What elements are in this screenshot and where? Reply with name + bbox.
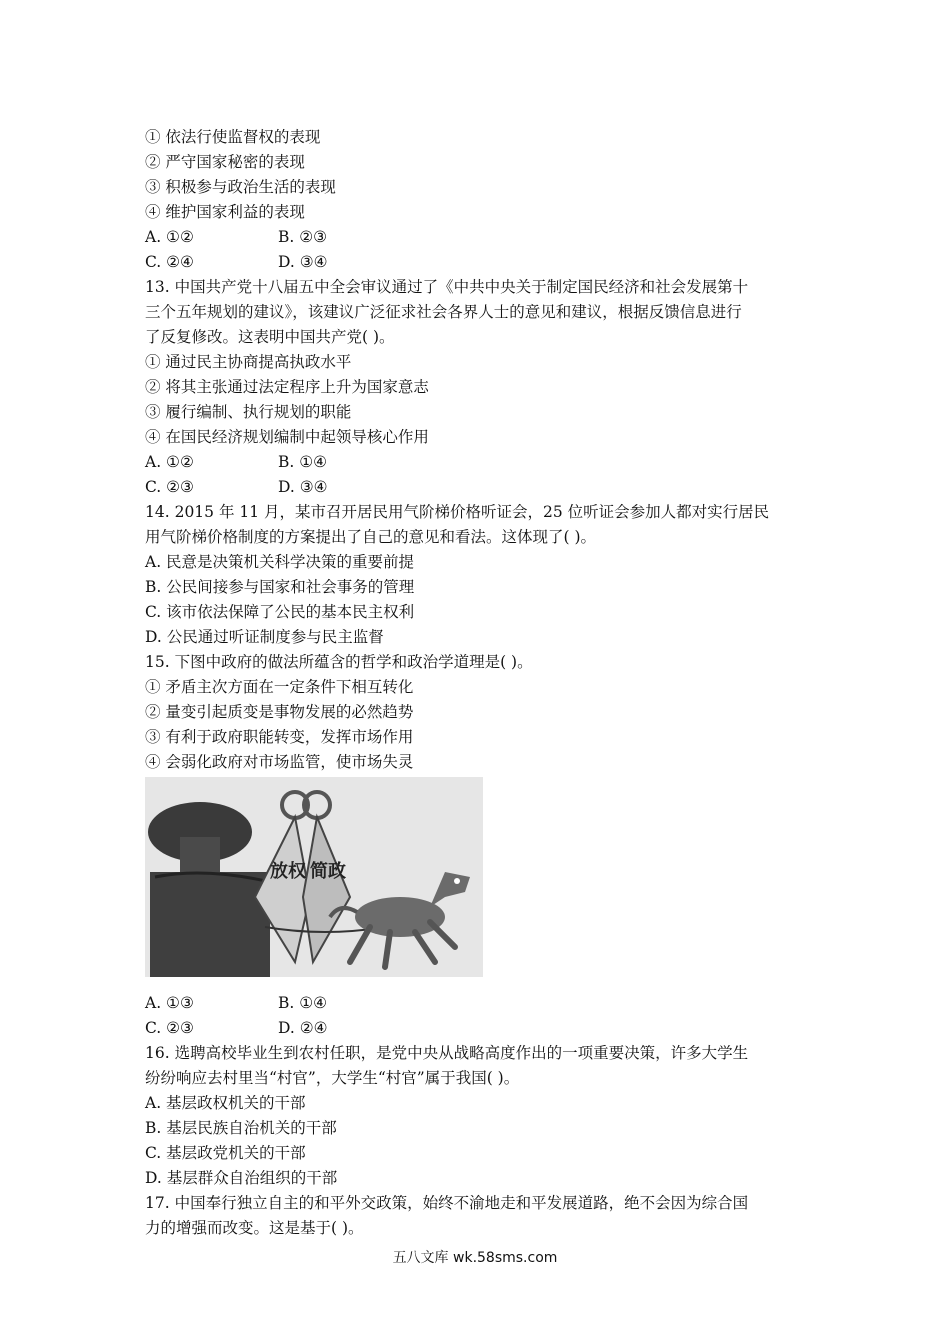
q12-option-b: B. ②③	[278, 228, 328, 246]
q15-options-row	[145, 991, 810, 1016]
q17-stem-line: 力的增强而改变。这是基于( )。	[145, 1219, 364, 1237]
q12-item: ① 依法行使监督权的表现	[145, 128, 321, 146]
q15-options-row	[145, 1016, 810, 1041]
q13-stem-line: 了反复修改。这表明中国共产党( )。	[145, 328, 395, 346]
q15-item: ① 矛盾主次方面在一定条件下相互转化	[145, 678, 414, 696]
q13-option-a: A. ①②	[145, 453, 194, 471]
q17-stem-line: 17. 中国奉行独立自主的和平外交政策，始终不渝地走和平发展道路，绝不会因为综合国	[145, 1194, 749, 1212]
q12-items	[145, 125, 810, 225]
q12-item: ④ 维护国家利益的表现	[145, 203, 305, 221]
q13-item: ② 将其主张通过法定程序上升为国家意志	[145, 378, 429, 396]
q15-option-a: A. ①③	[145, 994, 194, 1012]
q13-item: ① 通过民主协商提高执政水平	[145, 353, 352, 371]
figure-body	[150, 872, 270, 977]
q15-item: ④ 会弱化政府对市场监管，使市场失灵	[145, 753, 414, 771]
cartoon-figure	[145, 777, 483, 977]
q15-option-c: C. ②③	[145, 1019, 194, 1037]
q16-stem-line: 16. 选聘高校毕业生到农村任职，是党中央从战略高度作出的一项重要决策，许多大学生	[145, 1044, 749, 1062]
q15-option-d: D. ②④	[278, 1019, 328, 1037]
q14-stem-line: 14. 2015 年 11 月，某市召开居民用气阶梯价格听证会，25 位听证会参加人都对实行居民	[145, 503, 770, 521]
q15-item: ② 量变引起质变是事物发展的必然趋势	[145, 703, 414, 721]
cartoon-label-left: 放权	[270, 861, 306, 882]
q13-stem-line: 三个五年规划的建议》，该建议广泛征求社会各界人士的意见和建议，根据反馈信息进行	[145, 303, 742, 321]
question-content	[145, 125, 810, 1241]
q12-options-row	[145, 225, 810, 250]
q15-item: ③ 有利于政府职能转变，发挥市场作用	[145, 728, 414, 746]
q12-options-row	[145, 250, 810, 275]
cartoon-label-right: 简政	[310, 861, 346, 882]
q12-item: ③ 积极参与政治生活的表现	[145, 178, 336, 196]
page-footer: 五八文库 wk.58sms.com	[392, 1250, 558, 1266]
q13-option-c: C. ②③	[145, 478, 194, 496]
q16-stem-line: 纷纷响应去村里当“村官”，大学生“村官”属于我国( )。	[145, 1069, 520, 1087]
q16-choice: B. 基层民族自治机关的干部	[145, 1119, 337, 1137]
q14-choice: C. 该市依法保障了公民的基本民主权利	[145, 603, 415, 621]
q13-item: ③ 履行编制、执行规划的职能	[145, 403, 352, 421]
q14-stem-line: 用气阶梯价格制度的方案提出了自己的意见和看法。这体现了( )。	[145, 528, 597, 546]
q15-stem-line: 15. 下图中政府的做法所蕴含的哲学和政治学道理是( )。	[145, 653, 533, 671]
q12-item: ② 严守国家秘密的表现	[145, 153, 305, 171]
q13-option-d: D. ③④	[278, 478, 328, 496]
q16-choice: C. 基层政党机关的干部	[145, 1144, 306, 1162]
q14-choice: A. 民意是决策机关科学决策的重要前提	[145, 553, 415, 571]
q13-options-row	[145, 475, 810, 500]
q12-option-c: C. ②④	[145, 253, 194, 271]
q14-choice: B. 公民间接参与国家和社会事务的管理	[145, 578, 415, 596]
q16-choice: D. 基层群众自治组织的干部	[145, 1169, 338, 1187]
q13-stem-line: 13. 中国共产党十八届五中全会审议通过了《中共中央关于制定国民经济和社会发展第十	[145, 278, 749, 296]
q13-options-row	[145, 450, 810, 475]
q12-option-a: A. ①②	[145, 228, 194, 246]
q12-option-d: D. ③④	[278, 253, 328, 271]
q14-choice: D. 公民通过听证制度参与民主监督	[145, 628, 384, 646]
q13-option-b: B. ①④	[278, 453, 328, 471]
q13-item: ④ 在国民经济规划编制中起领导核心作用	[145, 428, 429, 446]
q15-option-b: B. ①④	[278, 994, 328, 1012]
cartoon-illustration	[145, 777, 483, 977]
q16-choice: A. 基层政权机关的干部	[145, 1094, 306, 1112]
